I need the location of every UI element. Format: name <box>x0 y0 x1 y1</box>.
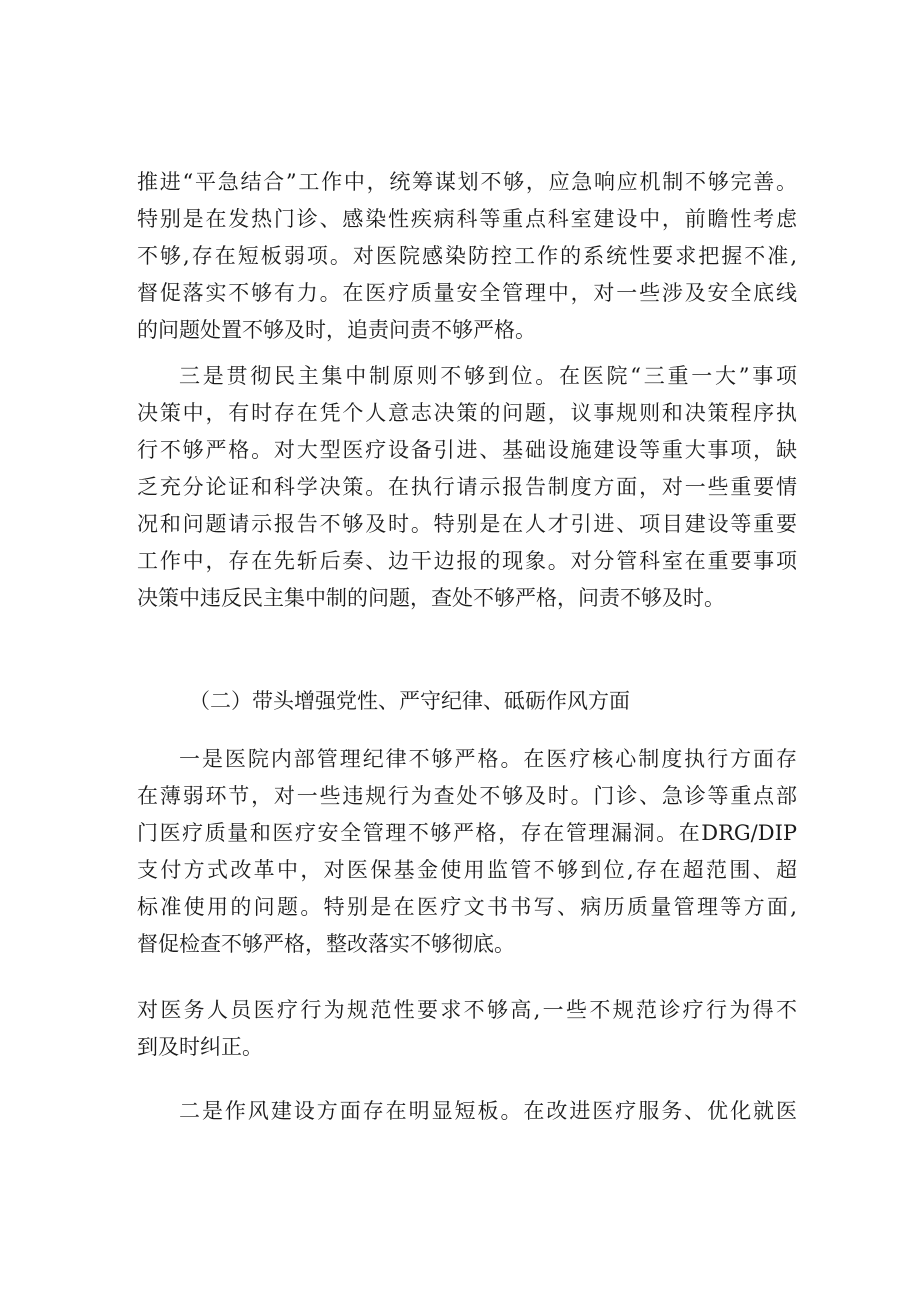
paragraph-line: 三是贯彻民主集中制原则不够到位。在医院“三重一大”事项 <box>179 364 797 388</box>
section-heading <box>137 683 797 720</box>
paragraph-line: 特别是在发热门诊、感染性疾病科等重点科室建设中，前瞻性考虑 <box>137 207 797 231</box>
paragraph-medical-conduct <box>137 992 797 1066</box>
paragraph-democratic-centralism <box>137 358 797 617</box>
paragraph-line: 督促检查不够严格，整改落实不够彻底。 <box>137 932 515 956</box>
paragraph-line: 标准使用的问题。特别是在医疗文书书写、病历质量管理等方面, <box>137 895 797 919</box>
paragraph-line: 到及时纠正。 <box>137 1035 263 1059</box>
paragraph-line: 推进“平急结合”工作中，统筹谋划不够，应急响应机制不够完善。 <box>137 170 797 194</box>
paragraph-internal-discipline <box>137 741 797 963</box>
paragraph-line: 门医疗质量和医疗安全管理不够严格，存在管理漏洞。在DRG/DIP <box>137 821 797 845</box>
paragraph-line: 一是医院内部管理纪律不够严格。在医疗核心制度执行方面存 <box>179 747 797 771</box>
paragraph-line: 对医务人员医疗行为规范性要求不够高,一些不规范诊疗行为得不 <box>137 998 797 1022</box>
paragraph-line: 督促落实不够有力。在医疗质量安全管理中，对一些涉及安全底线 <box>137 281 797 305</box>
paragraph-line: 决策中，有时存在凭个人意志决策的问题，议事规则和决策程序执 <box>137 401 797 425</box>
paragraph-line: 行不够严格。对大型医疗设备引进、基础设施建设等重大事项，缺 <box>137 438 797 462</box>
paragraph-line: 二是作风建设方面存在明显短板。在改进医疗服务、优化就医 <box>179 1099 797 1123</box>
paragraph-line: 的问题处置不够及时，追责问责不够严格。 <box>137 318 536 342</box>
paragraph-line: 乏充分论证和科学决策。在执行请示报告制度方面，对一些重要情 <box>137 475 797 499</box>
paragraph-continuation <box>137 164 797 349</box>
paragraph-line: 决策中违反民主集中制的问题，查处不够严格，问责不够及时。 <box>137 586 725 610</box>
paragraph-line: 在薄弱环节，对一些违规行为查处不够及时。门诊、急诊等重点部 <box>137 784 797 808</box>
paragraph-line: 不够,存在短板弱项。对医院感染防控工作的系统性要求把握不准, <box>137 244 797 268</box>
paragraph-line: 况和问题请示报告不够及时。特别是在人才引进、项目建设等重要 <box>137 512 797 536</box>
paragraph-work-style <box>137 1093 797 1130</box>
paragraph-line: 支付方式改革中，对医保基金使用监管不够到位,存在超范围、超 <box>137 858 797 882</box>
paragraph-line: 工作中，存在先斩后奏、边干边报的现象。对分管科室在重要事项 <box>137 549 797 573</box>
section-heading-text: （二）带头增强党性、严守纪律、砥砺作风方面 <box>189 689 630 713</box>
